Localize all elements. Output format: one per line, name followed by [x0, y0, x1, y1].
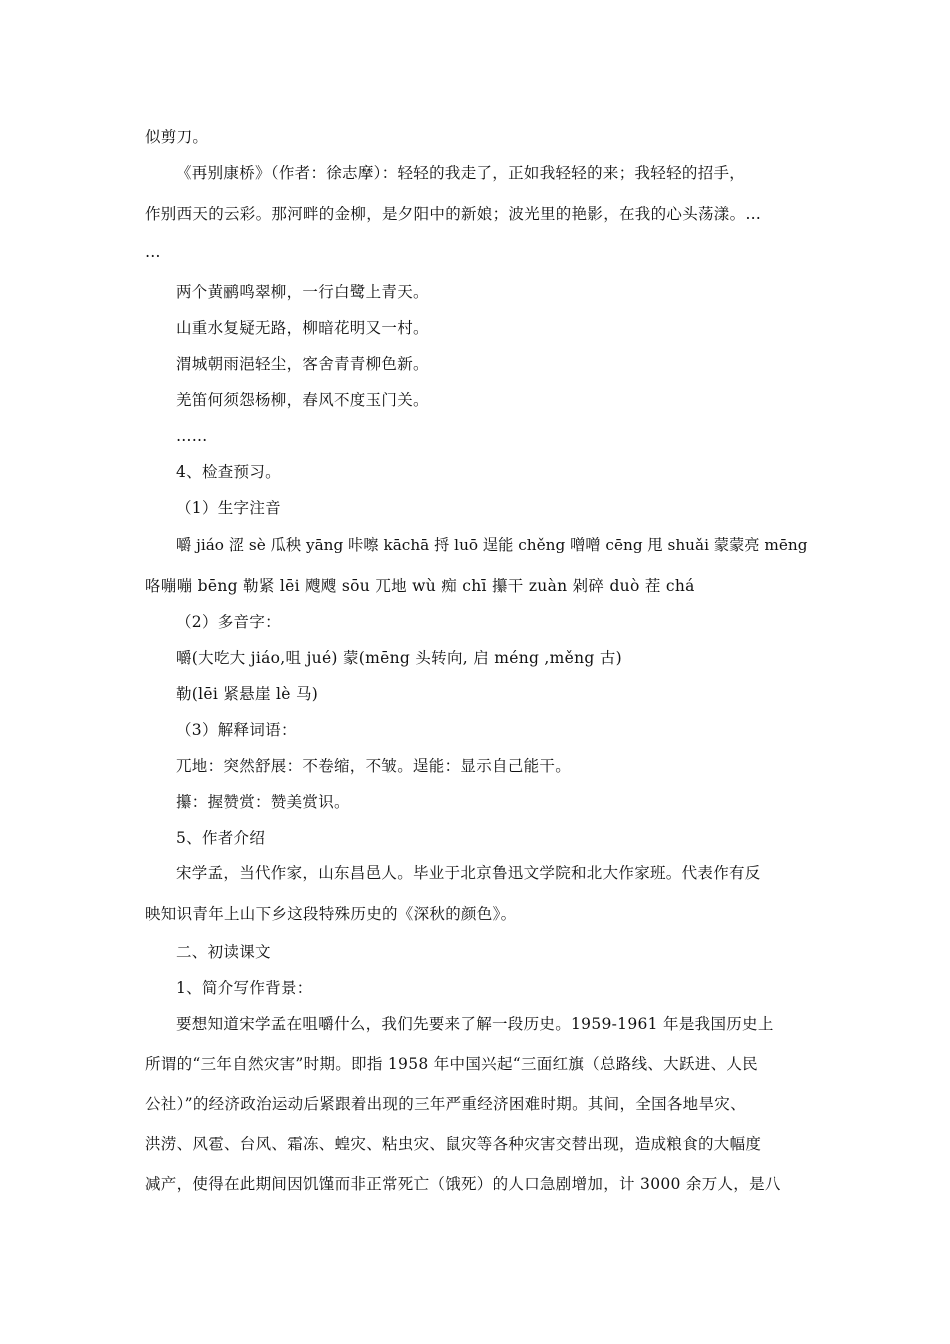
- text-line: 作别西天的云彩。那河畔的金柳，是夕阳中的新娘；波光里的艳影，在我的心头荡漾。…: [145, 205, 762, 223]
- subsection-heading: （2）多音字：: [176, 613, 281, 631]
- text-line: 减产，使得在此期间因饥馑而非正常死亡（饿死）的人口急剧增加，计 3000 余万人，是八: [145, 1175, 781, 1193]
- text-line: 映知识青年上山下乡这段特殊历史的《深秋的颜色》。: [145, 905, 517, 923]
- subsection-heading: （3）解释词语：: [176, 721, 297, 739]
- section-heading: 二、初读课文: [176, 943, 271, 961]
- text-line: 《再别康桥》（作者：徐志摩）：轻轻的我走了，正如我轻轻的来；我轻轻的招手，: [176, 164, 746, 182]
- text-line: 勒(lēi 紧悬崖 lè 马): [176, 685, 319, 703]
- text-line: 嚼 jiáo 涩 sè 瓜秧 yāng 咔嚓 kāchā 捋 luō 逞能 chěng 噌噌 cēng 甩 shuǎi 蒙蒙亮 mēng: [176, 536, 808, 554]
- text-line: 兀地：突然舒展：不卷缩，不皱。逞能：显示自己能干。: [176, 757, 572, 775]
- subsection-heading: 1、简介写作背景：: [176, 979, 313, 997]
- text-line: 要想知道宋学孟在咀嚼什么，我们先要来了解一段历史。1959-1961 年是我国历史上: [176, 1015, 774, 1033]
- text-line: 似剪刀。: [145, 128, 209, 146]
- text-line: 咯嘣嘣 bēng 勒紧 lēi 飕飕 sōu 兀地 wù 痴 chī 攥干 zuàn 剁碎 duò 茬 chá: [145, 577, 695, 595]
- poem-line: 两个黄鹂鸣翠柳，一行白鹭上青天。: [176, 283, 429, 301]
- text-line: 嚼(大吃大 jiáo,咀 jué) 蒙(mēng 头转向, 启 méng ,měng 古): [176, 649, 623, 667]
- poem-line: 山重水复疑无路，柳暗花明又一村。: [176, 319, 429, 337]
- subsection-heading: （1）生字注音: [176, 499, 281, 517]
- text-line: 宋学孟，当代作家，山东昌邑人。毕业于北京鲁迅文学院和北大作家班。代表作有反: [176, 864, 761, 882]
- poem-line: 渭城朝雨浥轻尘，客舍青青柳色新。: [176, 355, 429, 373]
- section-heading: 5、作者介绍: [176, 829, 266, 847]
- poem-line: 羌笛何须怨杨柳，春风不度玉门关。: [176, 391, 429, 409]
- text-line: 攥：握赞赏：赞美赏识。: [176, 793, 350, 811]
- section-heading: 4、检查预习。: [176, 463, 281, 481]
- text-line: 所谓的“三年自然灾害”时期。即指 1958 年中国兴起“三面红旗（总路线、大跃进、人民: [145, 1055, 758, 1073]
- text-line: ……: [176, 427, 208, 445]
- text-line: 公社）”的经济政治运动后紧跟着出现的三年严重经济困难时期。其间，全国各地旱灾、: [145, 1095, 746, 1113]
- text-line: 洪涝、风雹、台风、霜冻、蝗灾、粘虫灾、鼠灾等各种灾害交替出现，造成粮食的大幅度: [145, 1135, 762, 1153]
- text-line: …: [145, 243, 161, 261]
